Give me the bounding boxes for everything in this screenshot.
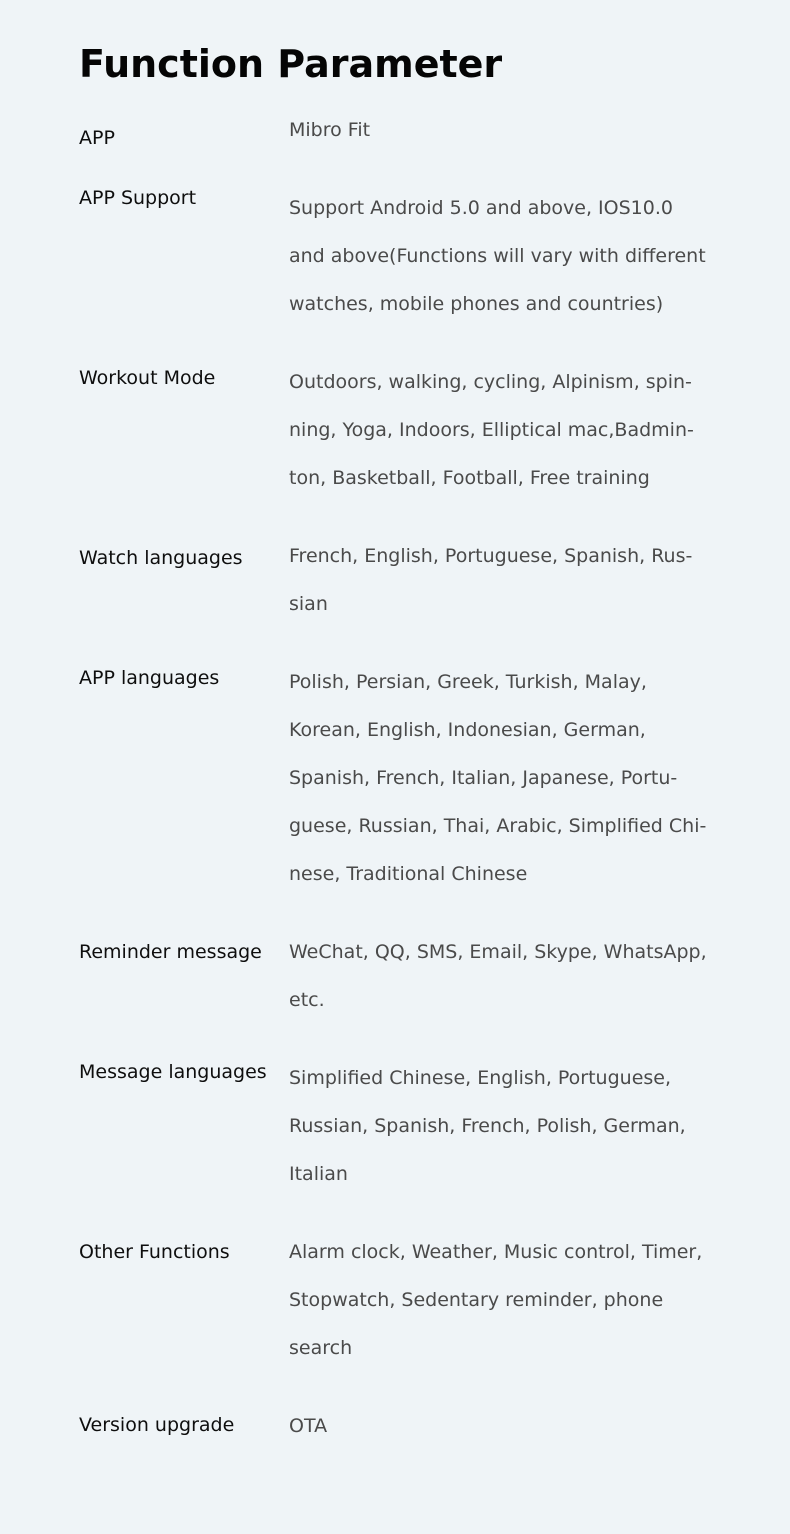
- spec-value-line: Alarm clock, Weather, Music control, Timer,: [289, 1241, 703, 1263]
- spec-value-line: etc.: [289, 989, 325, 1011]
- spec-label: Reminder message: [79, 941, 262, 963]
- spec-value: [289, 1402, 721, 1450]
- spec-value-line: watches, mobile phones and countries): [289, 293, 664, 315]
- spec-label: APP Support: [79, 187, 197, 209]
- spec-value-line: Simplified Chinese, English, Portuguese,: [289, 1067, 672, 1089]
- spec-value-line: WeChat, QQ, SMS, Email, Skype, WhatsApp,: [289, 941, 707, 963]
- spec-value-line: Russian, Spanish, French, Polish, German,: [289, 1115, 686, 1137]
- spec-label: APP languages: [79, 667, 220, 689]
- spec-value-line: Spanish, French, Italian, Japanese, Portu-: [289, 767, 678, 789]
- spec-value-line: Outdoors, walking, cycling, Alpinism, spin-: [289, 371, 692, 393]
- spec-value-line: and above(Functions will vary with different: [289, 245, 706, 267]
- spec-value: [289, 358, 721, 502]
- page-title: Function Parameter: [79, 42, 503, 86]
- spec-value: [289, 928, 721, 1024]
- spec-value-line: nese, Traditional Chinese: [289, 863, 528, 885]
- spec-value-line: ton, Basketball, Football, Free training: [289, 467, 650, 489]
- spec-value-line: Korean, English, Indonesian, German,: [289, 719, 646, 741]
- spec-value: [289, 658, 721, 898]
- spec-label: Workout Mode: [79, 367, 216, 389]
- spec-value: [289, 106, 721, 154]
- spec-value-line: ning, Yoga, Indoors, Elliptical mac,Badmin-: [289, 419, 694, 441]
- spec-value: [289, 1054, 721, 1198]
- spec-value: [289, 184, 721, 328]
- spec-label: Version upgrade: [79, 1414, 235, 1436]
- spec-value-line: Polish, Persian, Greek, Turkish, Malay,: [289, 671, 647, 693]
- spec-value-line: Mibro Fit: [289, 119, 371, 141]
- spec-value: [289, 1228, 721, 1372]
- spec-value-line: Stopwatch, Sedentary reminder, phone: [289, 1289, 664, 1311]
- spec-value-line: guese, Russian, Thai, Arabic, Simplified Chi-: [289, 815, 707, 837]
- spec-value-line: Support Android 5.0 and above, IOS10.0: [289, 197, 673, 219]
- spec-label: APP: [79, 127, 115, 149]
- spec-value-line: OTA: [289, 1415, 328, 1437]
- spec-value-line: sian: [289, 593, 328, 615]
- spec-value-line: French, English, Portuguese, Spanish, Rus-: [289, 545, 693, 567]
- spec-value-line: search: [289, 1337, 353, 1359]
- spec-label: Other Functions: [79, 1241, 230, 1263]
- spec-value: [289, 532, 721, 628]
- spec-label: Message languages: [79, 1061, 267, 1083]
- spec-label: Watch languages: [79, 547, 243, 569]
- spec-value-line: Italian: [289, 1163, 348, 1185]
